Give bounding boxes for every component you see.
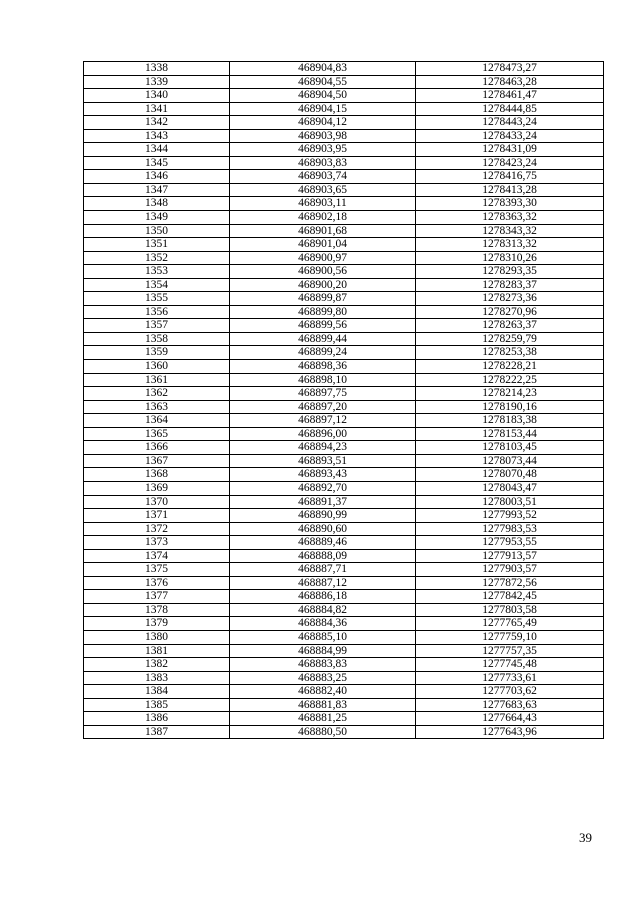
point-number-cell: 1362 [84, 387, 230, 401]
x-coordinate-cell: 468897,75 [230, 387, 416, 401]
point-number-cell: 1379 [84, 617, 230, 631]
point-number-cell: 1350 [84, 224, 230, 238]
y-coordinate-cell: 1278393,30 [416, 197, 604, 211]
y-coordinate-cell: 1278259,79 [416, 332, 604, 346]
table-row [84, 481, 604, 495]
y-coordinate-cell: 1278043,47 [416, 481, 604, 495]
x-coordinate-cell: 468904,15 [230, 102, 416, 116]
table-row [84, 62, 604, 76]
table-row [84, 468, 604, 482]
point-number-cell: 1360 [84, 360, 230, 374]
table-row [84, 238, 604, 252]
point-number-cell: 1370 [84, 495, 230, 509]
point-number-cell: 1385 [84, 698, 230, 712]
x-coordinate-cell: 468894,23 [230, 441, 416, 455]
point-number-cell: 1366 [84, 441, 230, 455]
point-number-cell: 1348 [84, 197, 230, 211]
x-coordinate-cell: 468890,60 [230, 522, 416, 536]
coordinates-table [83, 61, 604, 739]
table-row [84, 197, 604, 211]
x-coordinate-cell: 468899,87 [230, 292, 416, 306]
y-coordinate-cell: 1278253,38 [416, 346, 604, 360]
table-row [84, 454, 604, 468]
table-row [84, 698, 604, 712]
table-row [84, 658, 604, 672]
x-coordinate-cell: 468899,44 [230, 332, 416, 346]
y-coordinate-cell: 1278423,24 [416, 156, 604, 170]
y-coordinate-cell: 1278443,24 [416, 116, 604, 130]
point-number-cell: 1346 [84, 170, 230, 184]
table-row [84, 617, 604, 631]
x-coordinate-cell: 468883,25 [230, 671, 416, 685]
y-coordinate-cell: 1278413,28 [416, 183, 604, 197]
point-number-cell: 1345 [84, 156, 230, 170]
y-coordinate-cell: 1278363,32 [416, 211, 604, 225]
y-coordinate-cell: 1278228,21 [416, 360, 604, 374]
table-row [84, 549, 604, 563]
table-row [84, 102, 604, 116]
y-coordinate-cell: 1278003,51 [416, 495, 604, 509]
point-number-cell: 1371 [84, 509, 230, 523]
x-coordinate-cell: 468897,12 [230, 414, 416, 428]
y-coordinate-cell: 1278313,32 [416, 238, 604, 252]
y-coordinate-cell: 1277759,10 [416, 630, 604, 644]
table-row [84, 536, 604, 550]
y-coordinate-cell: 1277664,43 [416, 712, 604, 726]
point-number-cell: 1384 [84, 685, 230, 699]
point-number-cell: 1356 [84, 305, 230, 319]
y-coordinate-cell: 1278153,44 [416, 427, 604, 441]
x-coordinate-cell: 468903,65 [230, 183, 416, 197]
x-coordinate-cell: 468904,12 [230, 116, 416, 130]
x-coordinate-cell: 468884,82 [230, 603, 416, 617]
y-coordinate-cell: 1278463,28 [416, 75, 604, 89]
table-row [84, 495, 604, 509]
point-number-cell: 1340 [84, 89, 230, 103]
point-number-cell: 1349 [84, 211, 230, 225]
x-coordinate-cell: 468891,37 [230, 495, 416, 509]
table-row [84, 183, 604, 197]
table-row [84, 224, 604, 238]
point-number-cell: 1339 [84, 75, 230, 89]
x-coordinate-cell: 468898,10 [230, 373, 416, 387]
y-coordinate-cell: 1277803,58 [416, 603, 604, 617]
y-coordinate-cell: 1278433,24 [416, 129, 604, 143]
x-coordinate-cell: 468903,98 [230, 129, 416, 143]
y-coordinate-cell: 1278416,75 [416, 170, 604, 184]
y-coordinate-cell: 1277993,52 [416, 509, 604, 523]
x-coordinate-cell: 468901,68 [230, 224, 416, 238]
y-coordinate-cell: 1277703,62 [416, 685, 604, 699]
y-coordinate-cell: 1277903,57 [416, 563, 604, 577]
x-coordinate-cell: 468904,50 [230, 89, 416, 103]
point-number-cell: 1382 [84, 658, 230, 672]
point-number-cell: 1344 [84, 143, 230, 157]
x-coordinate-cell: 468896,00 [230, 427, 416, 441]
point-number-cell: 1377 [84, 590, 230, 604]
table-row [84, 576, 604, 590]
y-coordinate-cell: 1278070,48 [416, 468, 604, 482]
point-number-cell: 1352 [84, 251, 230, 265]
x-coordinate-cell: 468900,56 [230, 265, 416, 279]
x-coordinate-cell: 468900,20 [230, 278, 416, 292]
y-coordinate-cell: 1278190,16 [416, 400, 604, 414]
x-coordinate-cell: 468904,55 [230, 75, 416, 89]
y-coordinate-cell: 1278343,32 [416, 224, 604, 238]
x-coordinate-cell: 468904,83 [230, 62, 416, 76]
table-row [84, 671, 604, 685]
table-row [84, 725, 604, 739]
point-number-cell: 1338 [84, 62, 230, 76]
table-row [84, 332, 604, 346]
y-coordinate-cell: 1277872,56 [416, 576, 604, 590]
point-number-cell: 1368 [84, 468, 230, 482]
y-coordinate-cell: 1278103,45 [416, 441, 604, 455]
y-coordinate-cell: 1277842,45 [416, 590, 604, 604]
x-coordinate-cell: 468887,71 [230, 563, 416, 577]
table-row [84, 265, 604, 279]
point-number-cell: 1386 [84, 712, 230, 726]
table-row [84, 387, 604, 401]
table-row [84, 590, 604, 604]
x-coordinate-cell: 468893,43 [230, 468, 416, 482]
y-coordinate-cell: 1278473,27 [416, 62, 604, 76]
y-coordinate-cell: 1277683,63 [416, 698, 604, 712]
x-coordinate-cell: 468898,36 [230, 360, 416, 374]
y-coordinate-cell: 1277733,61 [416, 671, 604, 685]
point-number-cell: 1347 [84, 183, 230, 197]
table-row [84, 630, 604, 644]
y-coordinate-cell: 1278263,37 [416, 319, 604, 333]
y-coordinate-cell: 1277757,35 [416, 644, 604, 658]
x-coordinate-cell: 468881,25 [230, 712, 416, 726]
point-number-cell: 1354 [84, 278, 230, 292]
y-coordinate-cell: 1278073,44 [416, 454, 604, 468]
y-coordinate-cell: 1278444,85 [416, 102, 604, 116]
point-number-cell: 1365 [84, 427, 230, 441]
y-coordinate-cell: 1278270,96 [416, 305, 604, 319]
y-coordinate-cell: 1277765,49 [416, 617, 604, 631]
point-number-cell: 1341 [84, 102, 230, 116]
x-coordinate-cell: 468901,04 [230, 238, 416, 252]
x-coordinate-cell: 468880,50 [230, 725, 416, 739]
x-coordinate-cell: 468881,83 [230, 698, 416, 712]
table-row [84, 509, 604, 523]
point-number-cell: 1355 [84, 292, 230, 306]
point-number-cell: 1342 [84, 116, 230, 130]
point-number-cell: 1343 [84, 129, 230, 143]
point-number-cell: 1376 [84, 576, 230, 590]
x-coordinate-cell: 468884,36 [230, 617, 416, 631]
x-coordinate-cell: 468883,83 [230, 658, 416, 672]
x-coordinate-cell: 468903,83 [230, 156, 416, 170]
point-number-cell: 1364 [84, 414, 230, 428]
table-row [84, 292, 604, 306]
point-number-cell: 1353 [84, 265, 230, 279]
y-coordinate-cell: 1278222,25 [416, 373, 604, 387]
point-number-cell: 1374 [84, 549, 230, 563]
table-row [84, 278, 604, 292]
x-coordinate-cell: 468890,99 [230, 509, 416, 523]
point-number-cell: 1359 [84, 346, 230, 360]
table-row [84, 129, 604, 143]
table-row [84, 75, 604, 89]
y-coordinate-cell: 1277913,57 [416, 549, 604, 563]
y-coordinate-cell: 1278214,23 [416, 387, 604, 401]
table-row [84, 360, 604, 374]
table-row [84, 116, 604, 130]
point-number-cell: 1387 [84, 725, 230, 739]
point-number-cell: 1372 [84, 522, 230, 536]
x-coordinate-cell: 468902,18 [230, 211, 416, 225]
y-coordinate-cell: 1278293,35 [416, 265, 604, 279]
x-coordinate-cell: 468893,51 [230, 454, 416, 468]
x-coordinate-cell: 468897,20 [230, 400, 416, 414]
y-coordinate-cell: 1277953,55 [416, 536, 604, 550]
x-coordinate-cell: 468899,24 [230, 346, 416, 360]
table-row [84, 211, 604, 225]
table-row [84, 603, 604, 617]
table-row [84, 563, 604, 577]
coordinates-table-body [84, 62, 604, 739]
y-coordinate-cell: 1277983,53 [416, 522, 604, 536]
x-coordinate-cell: 468900,97 [230, 251, 416, 265]
point-number-cell: 1357 [84, 319, 230, 333]
table-row [84, 414, 604, 428]
table-row [84, 400, 604, 414]
x-coordinate-cell: 468899,80 [230, 305, 416, 319]
x-coordinate-cell: 468882,40 [230, 685, 416, 699]
point-number-cell: 1381 [84, 644, 230, 658]
table-row [84, 644, 604, 658]
y-coordinate-cell: 1277643,96 [416, 725, 604, 739]
table-row [84, 143, 604, 157]
point-number-cell: 1369 [84, 481, 230, 495]
point-number-cell: 1378 [84, 603, 230, 617]
table-row [84, 305, 604, 319]
x-coordinate-cell: 468903,95 [230, 143, 416, 157]
table-row [84, 319, 604, 333]
page-number: 39 [579, 830, 592, 845]
table-row [84, 373, 604, 387]
point-number-cell: 1375 [84, 563, 230, 577]
point-number-cell: 1383 [84, 671, 230, 685]
point-number-cell: 1373 [84, 536, 230, 550]
table-row [84, 522, 604, 536]
table-row [84, 251, 604, 265]
point-number-cell: 1351 [84, 238, 230, 252]
table-row [84, 427, 604, 441]
x-coordinate-cell: 468889,46 [230, 536, 416, 550]
y-coordinate-cell: 1278431,09 [416, 143, 604, 157]
table-row [84, 346, 604, 360]
table-row [84, 156, 604, 170]
y-coordinate-cell: 1277745,48 [416, 658, 604, 672]
y-coordinate-cell: 1278461,47 [416, 89, 604, 103]
x-coordinate-cell: 468903,11 [230, 197, 416, 211]
table-row [84, 712, 604, 726]
y-coordinate-cell: 1278183,38 [416, 414, 604, 428]
y-coordinate-cell: 1278283,37 [416, 278, 604, 292]
x-coordinate-cell: 468884,99 [230, 644, 416, 658]
table-row [84, 170, 604, 184]
x-coordinate-cell: 468885,10 [230, 630, 416, 644]
point-number-cell: 1363 [84, 400, 230, 414]
point-number-cell: 1358 [84, 332, 230, 346]
x-coordinate-cell: 468886,18 [230, 590, 416, 604]
point-number-cell: 1380 [84, 630, 230, 644]
table-row [84, 89, 604, 103]
point-number-cell: 1367 [84, 454, 230, 468]
x-coordinate-cell: 468892,70 [230, 481, 416, 495]
x-coordinate-cell: 468888,09 [230, 549, 416, 563]
table-row [84, 685, 604, 699]
x-coordinate-cell: 468903,74 [230, 170, 416, 184]
table-row [84, 441, 604, 455]
y-coordinate-cell: 1278273,36 [416, 292, 604, 306]
x-coordinate-cell: 468887,12 [230, 576, 416, 590]
y-coordinate-cell: 1278310,26 [416, 251, 604, 265]
x-coordinate-cell: 468899,56 [230, 319, 416, 333]
point-number-cell: 1361 [84, 373, 230, 387]
